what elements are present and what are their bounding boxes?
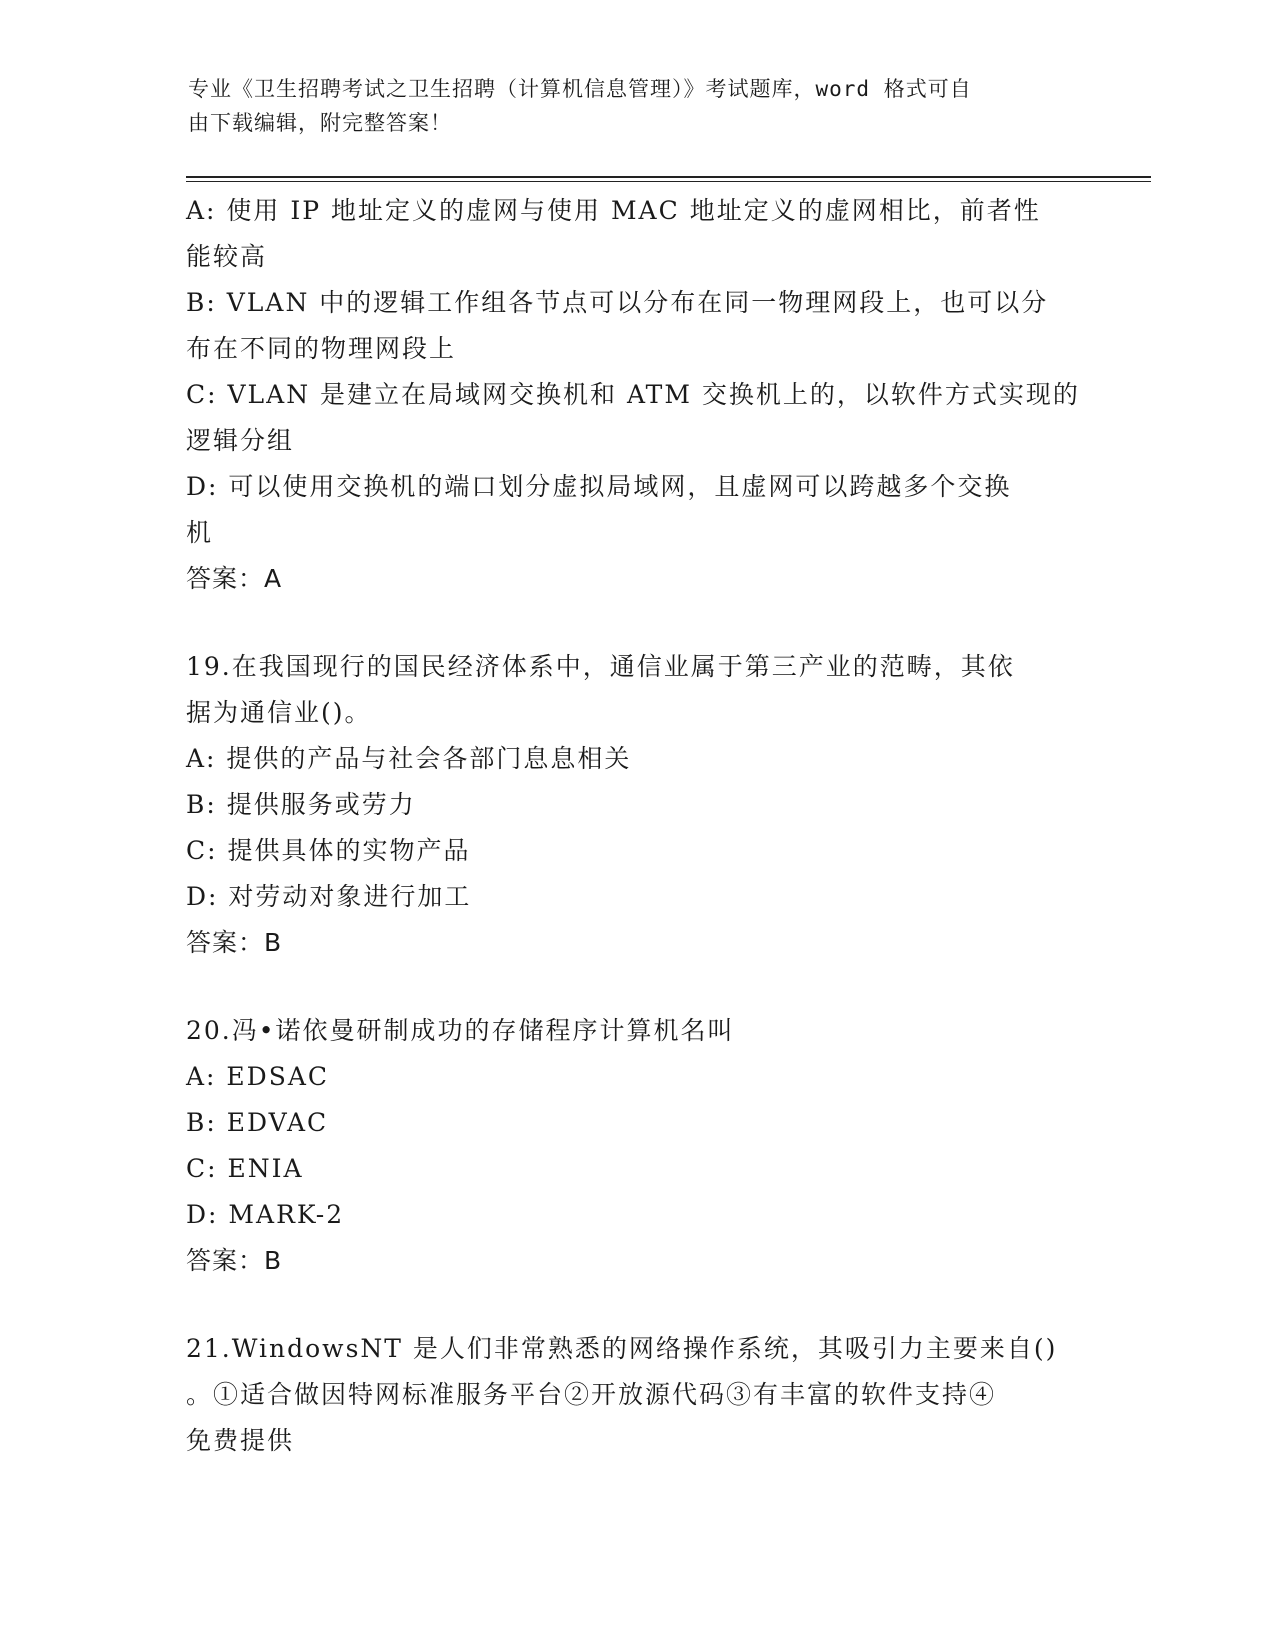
q19-option-d: D: 对劳动对象进行加工 — [186, 882, 472, 911]
q18-option-d-line-2: 机 — [186, 518, 214, 547]
q20-question: 20.冯•诺依曼研制成功的存储程序计算机名叫 — [186, 1016, 735, 1045]
q19-option-c: C: 提供具体的实物产品 — [186, 836, 471, 865]
q18-answer: 答案：A — [186, 564, 283, 593]
q20-option-d: D: MARK-2 — [186, 1200, 345, 1229]
q19-answer: 答案：B — [186, 928, 283, 957]
q19-option-a: A: 提供的产品与社会各部门息息相关 — [186, 744, 632, 773]
question-20-block — [186, 1008, 1086, 1284]
document-header — [188, 72, 1088, 140]
q18-option-b-line-1: B: VLAN 中的逻辑工作组各节点可以分布在同一物理网段上，也可以分 — [186, 288, 1049, 317]
q20-option-a: A: EDSAC — [186, 1062, 330, 1091]
q18-option-a-line-2: 能较高 — [186, 242, 268, 271]
question-21-block — [186, 1326, 1086, 1464]
question-spacer — [186, 602, 1086, 644]
q19-question-line-2: 据为通信业()。 — [186, 698, 372, 727]
q19-option-b: B: 提供服务或劳力 — [186, 790, 416, 819]
q18-option-a-line-1: A: 使用 IP 地址定义的虚网与使用 MAC 地址定义的虚网相比，前者性 — [186, 196, 1041, 225]
q18-option-c-line-2: 逻辑分组 — [186, 426, 295, 455]
header-line-2: 由下载编辑，附完整答案！ — [188, 111, 452, 135]
q18-option-b-line-2: 布在不同的物理网段上 — [186, 334, 457, 363]
q18-option-d-line-1: D: 可以使用交换机的端口划分虚拟局域网，且虚网可以跨越多个交换 — [186, 472, 1012, 501]
q20-answer: 答案：B — [186, 1246, 283, 1275]
q18-option-c-line-1: C: VLAN 是建立在局域网交换机和 ATM 交换机上的，以软件方式实现的 — [186, 380, 1080, 409]
q19-question-line-1: 19.在我国现行的国民经济体系中，通信业属于第三产业的范畴，其依 — [186, 652, 1015, 681]
q21-question-line-2: 。①适合做因特网标准服务平台②开放源代码③有丰富的软件支持④ — [186, 1380, 997, 1409]
q21-question-line-3: 免费提供 — [186, 1426, 295, 1455]
header-line-1: 专业《卫生招聘考试之卫生招聘（计算机信息管理）》考试题库，word 格式可自 — [188, 77, 972, 101]
question-18-block — [186, 188, 1086, 602]
header-rule-thick — [186, 176, 1151, 178]
q21-question-line-1: 21.WindowsNT 是人们非常熟悉的网络操作系统，其吸引力主要来自() — [186, 1334, 1058, 1363]
q20-option-b: B: EDVAC — [186, 1108, 329, 1137]
question-spacer — [186, 966, 1086, 1008]
header-rule-thin — [186, 181, 1151, 182]
question-content — [186, 188, 1086, 1464]
question-spacer — [186, 1284, 1086, 1326]
question-19-block — [186, 644, 1086, 966]
q20-option-c: C: ENIA — [186, 1154, 304, 1183]
